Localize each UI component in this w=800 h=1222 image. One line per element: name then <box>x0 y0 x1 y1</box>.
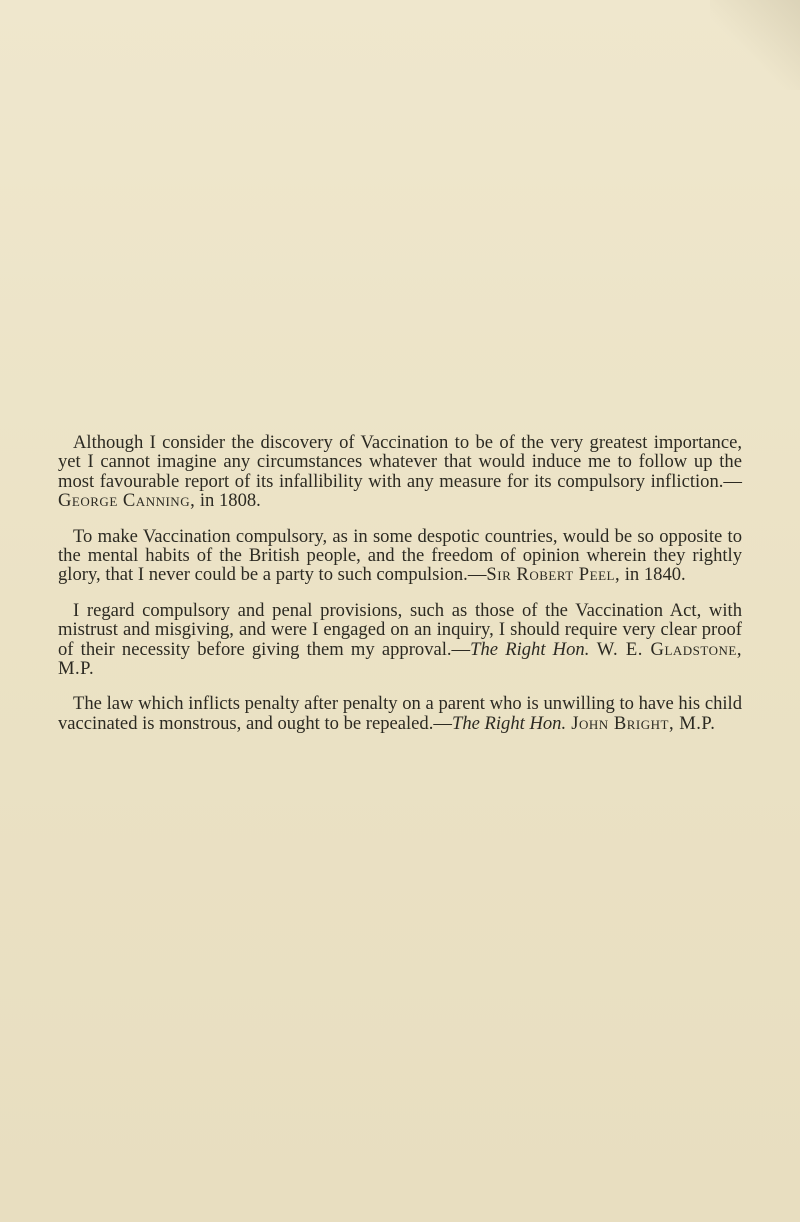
quote-gladstone <box>58 601 742 679</box>
quote-date: in 1808. <box>195 490 261 512</box>
quote-text: The law which inflicts penalty after penalty on a parent who is unwilling to have his child vaccinated is monstrous, and ought to be repealed.— <box>58 693 742 734</box>
quote-text: To make Vaccination compulsory, as in some despotic countries, would be so opposite to the mental habits of the British people, and the freedom of opinion wherein they rightly glory, that I never could be a party to such compulsion.— <box>58 525 742 586</box>
quote-honorific: The Right Hon. <box>470 638 590 660</box>
quote-bright <box>58 694 742 733</box>
quote-peel <box>58 527 742 585</box>
quote-date: in 1840. <box>620 564 686 586</box>
quote-text: Although I consider the discovery of Vaccination to be of the very greatest importance, yet I cannot imagine any circumstances whatever that would induce me to follow up the most favourable report of its infallibility with any measure for its compulsory infliction.— <box>58 432 742 492</box>
quote-author: Sir Robert Peel, <box>486 564 621 586</box>
quote-author: W. E. Gladstone, M.P. <box>58 638 742 680</box>
quote-author: John Bright, M.P. <box>566 712 716 734</box>
page-corner-shadow <box>710 0 800 90</box>
quote-canning <box>58 433 742 511</box>
quote-honorific: The Right Hon. <box>451 712 567 734</box>
quote-text: I regard compulsory and penal provisions, such as those of the Vaccination Act, with mistrust and misgiving, and were I engaged on an inquiry, I should require very clear proof of their necessity before giving them my approval.— <box>58 599 742 660</box>
quote-author: George Canning, <box>58 490 196 512</box>
quotations-block <box>58 433 742 749</box>
